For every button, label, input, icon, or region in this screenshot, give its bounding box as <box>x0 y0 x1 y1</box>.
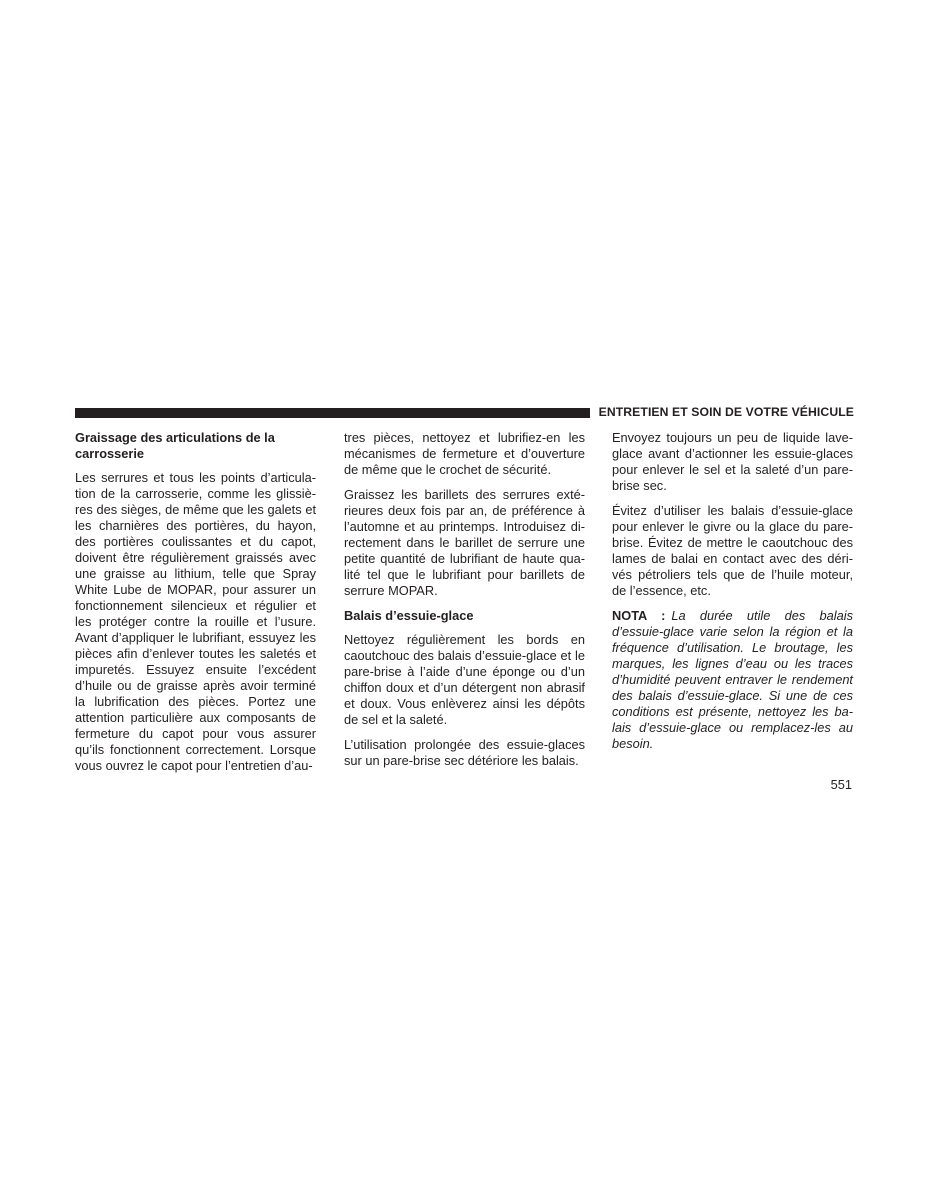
heading-wiper-blades: Balais d’essuie-glace <box>344 608 474 623</box>
paragraph-dry-windshield: L’utilisation prolongée des essuie-glaces sur un pare-brise sec détériore les balais. <box>344 737 585 768</box>
paragraph-wiper-cleaning: Nettoyez régulièrement les bords en caoutchouc des balais d’essuie-glace et le pare-brise à l’aide d’une éponge ou d’un chiffon doux et d’un détergent non abrasif et doux. Vous enlèverez ainsi les dépôts de sel et la saleté. <box>344 632 585 727</box>
page-number: 551 <box>830 777 852 792</box>
note-block <box>612 608 853 752</box>
note-text: La durée utile des balais d’essuie-glace varie selon la région et la fréquence d’utilisation. Le broutage, les marques, les lignes d’eau ou les traces d’humidité peuvent entraver le rendement des balais d’essuie-glace. Si une de ces conditions est présente, nettoyez les ba-lais d’essuie-glace ou remplacez-les au besoin. <box>612 608 853 751</box>
section-header-bar <box>75 408 590 418</box>
paragraph-latch-mechanisms: tres pièces, nettoyez et lubrifiez-en les mécanismes de fermeture et d’ouverture de même que le crochet de sécurité. <box>344 430 585 477</box>
section-title: ENTRETIEN ET SOIN DE VOTRE VÉHICULE <box>598 405 854 419</box>
heading-body-lubrication: Graissage des articulations de la carrosserie <box>75 430 275 461</box>
paragraph-body-lubrication: Les serrures et tous les points d’articula-tion de la carrosserie, comme les glissiè-res des sièges, de même que les galets et les charnières des portières, du hayon, des portières coulissantes et du capot, doivent être régulièrement graissés avec une graisse au lithium, telle que Spray White Lube de MOPAR, pour assurer un fonctionnement silencieux et régulier et les protéger contre la rouille et l’usure. Avant d’appliquer le lubrifiant, essuyez les pièces afin d’enlever toutes les saletés et impuretés. Essuyez ensuite l’excédent d’huile ou de graisse après avoir terminé la lubrification des pièces. Portez une attention particulière aux composants de fermeture du capot pour vous assurer qu’ils fonctionnent correctement. Lorsque vous ouvrez le capot pour l’entretien d’au- <box>75 470 316 773</box>
column-right <box>612 430 853 761</box>
paragraph-avoid-ice: Évitez d’utiliser les balais d’essuie-glace pour enlever le givre ou la glace du pare-brise. Évitez de mettre le caoutchouc des lames de balai en contact avec des déri-vés pétroliers tels que de l’huile moteur, de l’essence, etc. <box>612 503 853 598</box>
paragraph-lock-cylinders: Graissez les barillets des serrures exté-rieures deux fois par an, de préférence à l’automne et au printemps. Introduisez di-rectement dans le barillet de serrure une petite quantité de lubrifiant de haute qua-lité tel que le lubrifiant pour barillets de serrure MOPAR. <box>344 487 585 598</box>
column-left <box>75 430 316 783</box>
column-middle <box>344 430 585 778</box>
note-label: NOTA : <box>612 608 666 623</box>
paragraph-washer-fluid: Envoyez toujours un peu de liquide lave-glace avant d’actionner les essuie-glaces pour enlever le sel et la saleté d’un pare-brise sec. <box>612 430 853 493</box>
